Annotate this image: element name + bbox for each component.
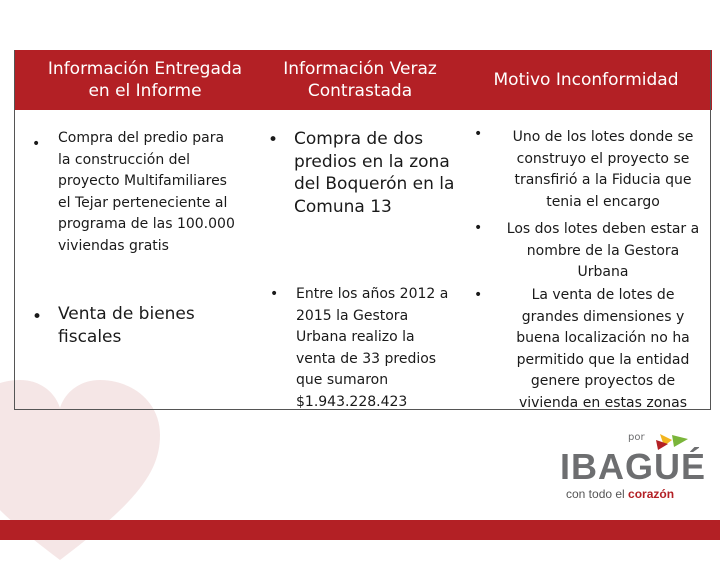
background-heart-shape: [0, 380, 160, 580]
bullet: •: [32, 136, 41, 152]
ibague-logo: [560, 432, 710, 512]
col2-item-venta-33-predios: Entre los años 2012 a 2015 la Gestora Urbana realizo la venta de 33 predios que sumaron $1.943.228.423: [296, 286, 449, 410]
col1-item-compra-predio: Compra del predio para la construcción del proyecto Multifamiliares el Tejar perteneciente al programa de las 100.000 viviendas gratis: [58, 130, 235, 254]
header-motivo-inconformidad: Motivo Inconformidad: [493, 70, 679, 90]
col1-item-venta-bienes: Venta de bienes fiscales: [58, 304, 195, 347]
header-informacion-entregada: Información Entregada en el Informe: [47, 59, 243, 101]
logo-tagline: con todo el corazón: [566, 487, 675, 501]
bullet: •: [32, 307, 43, 327]
bullet: •: [270, 286, 279, 302]
logo-wordmark: IBAGUÉ: [560, 446, 707, 487]
bullet: •: [474, 126, 483, 142]
footer-bar: [0, 520, 720, 540]
bullet: •: [268, 130, 279, 150]
bullet: •: [474, 220, 483, 236]
col2-item-compra-dos-predios: Compra de dos predios en la zona del Boquerón en la Comuna 13: [294, 129, 455, 217]
bullet: •: [474, 287, 483, 303]
col3-item-lote-fiducia: Uno de los lotes donde se construyo el proyecto se transfirió a la Fiducia que tenia el encargo: [512, 129, 694, 210]
header-informacion-veraz: Información Veraz Contrastada: [283, 59, 437, 101]
col3-item-lotes-gestora: Los dos lotes deben estar a nombre de la Gestora Urbana: [506, 221, 700, 280]
col3-item-venta-lotes: La venta de lotes de grandes dimensiones y buena localización no ha permitido que la entidad genere proyectos de vivienda en estas zonas: [516, 287, 690, 411]
logo-por-text: por: [628, 432, 645, 443]
